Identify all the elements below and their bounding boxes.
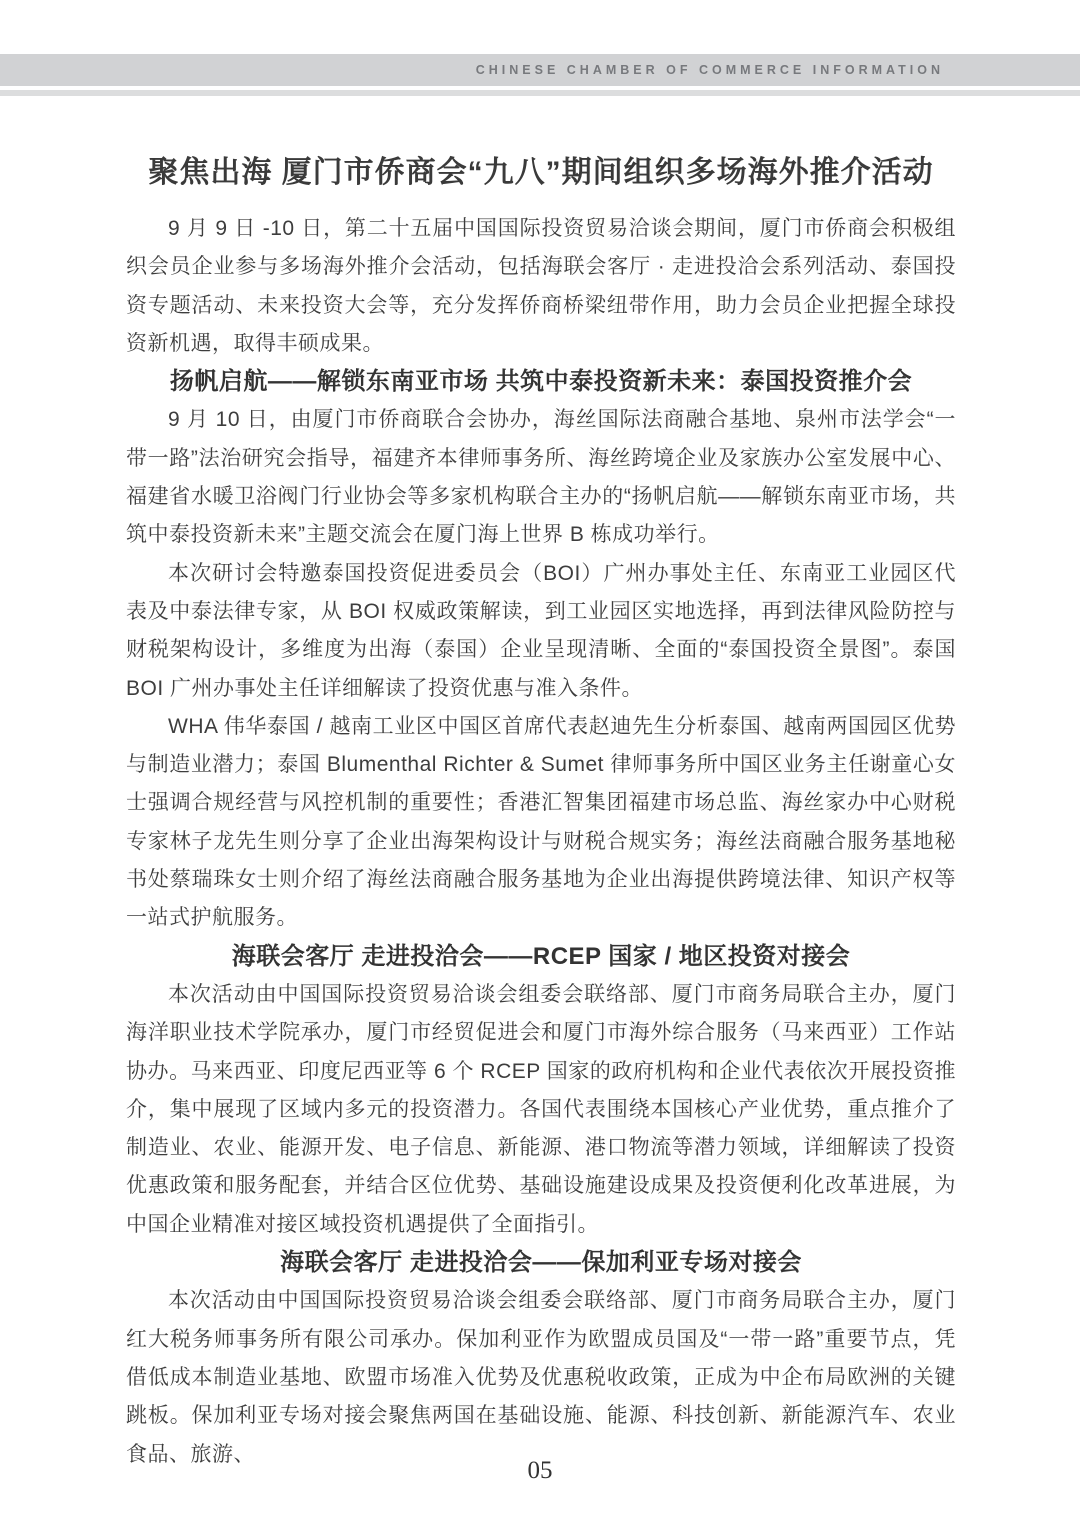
paragraph-thailand-boi: 本次研讨会特邀泰国投资促进委员会（BOI）广州办事处主任、东南亚工业园区代表及中泰法律专家，从 BOI 权威政策解读，到工业园区实地选择，再到法律风险防控与财税架构设计，多维度为出海（泰国）企业呈现清晰、全面的“泰国投资全景图”。泰国 BOI 广州办事处主任详细解读了投资优惠与准入条件。 (126, 561, 956, 700)
paragraph-bulgaria: 本次活动由中国国际投资贸易洽谈会组委会联络部、厦门市商务局联合主办，厦门红大税务师事务所有限公司承办。保加利亚作为欧盟成员国及“一带一路”重要节点，凭借低成本制造业基地、欧盟市场准入优势及优惠税收政策，正成为中企布局欧洲的关键跳板。保加利亚专场对接会聚焦两国在基础设施、能源、科技创新、新能源汽车、农业食品、旅游、 (126, 1289, 956, 1466)
page-title: 聚焦出海 厦门市侨商会“九八”期间组织多场海外推介活动 (148, 156, 934, 189)
header-banner-title: CHINESE CHAMBER OF COMMERCE INFORMATION (475, 63, 944, 77)
section-heading-rcep: 海联会客厅 走进投洽会——RCEP 国家 / 地区投资对接会 (231, 942, 851, 970)
page-number: 05 (527, 1457, 553, 1484)
paragraph-thailand-speakers: WHA 伟华泰国 / 越南工业区中国区首席代表赵迪先生分析泰国、越南两国园区优势与制造业潜力；泰国 Blumenthal Richter & Sumet 律师事务所中国区业务主任谢童心女士强调合规经营与风控机制的重要性；香港汇智集团福建市场总监、海丝家办中心财税专家林子龙先生则分享了企业出海架构设计与财税合规实务；海丝法商融合服务基地秘书处蔡瑞珠女士则介绍了海丝法商融合服务基地为企业出海提供跨境法律、知识产权等一站式护航服务。 (126, 714, 956, 930)
paragraph-thailand-event: 9 月 10 日，由厦门市侨商联合会协办，海丝国际法商融合基地、泉州市法学会“一带一路”法治研究会指导，福建齐本律师事务所、海丝跨境企业及家族办公室发展中心、福建省水暖卫浴阀门行业协会等多家机构联合主办的“扬帆启航——解锁东南亚市场，共筑中泰投资新未来”主题交流会在厦门海上世界 B 栋成功举行。 (126, 408, 956, 547)
section-heading-thailand: 扬帆启航——解锁东南亚市场 共筑中泰投资新未来：泰国投资推介会 (169, 368, 913, 396)
paragraph-rcep: 本次活动由中国国际投资贸易洽谈会组委会联络部、厦门市商务局联合主办，厦门海洋职业技术学院承办，厦门市经贸促进会和厦门市海外综合服务（马来西亚）工作站协办。马来西亚、印度尼西亚等 6 个 RCEP 国家的政府机构和企业代表依次开展投资推介，集中展现了区域内多元的投资潜力。各国代表围绕本国核心产业优势，重点推介了制造业、农业、能源开发、电子信息、新能源、港口物流等潜力领域，详细解读了投资优惠政策和服务配套，并结合区位优势、基础设施建设成果及投资便利化改革进展，为中国企业精准对接区域投资机遇提供了全面指引。 (126, 982, 956, 1236)
header-divider-bar (0, 90, 1080, 96)
header-banner (0, 54, 1080, 86)
paragraph-intro: 9 月 9 日 -10 日，第二十五届中国国际投资贸易洽谈会期间，厦门市侨商会积极组织会员企业参与多场海外推介会活动，包括海联会客厅 · 走进投洽会系列活动、泰国投资专题活动、未来投资大会等，充分发挥侨商桥梁纽带作用，助力会员企业把握全球投资新机遇，取得丰硕成果。 (126, 217, 956, 355)
section-heading-bulgaria: 海联会客厅 走进投洽会——保加利亚专场对接会 (280, 1249, 802, 1277)
article (126, 150, 956, 1474)
